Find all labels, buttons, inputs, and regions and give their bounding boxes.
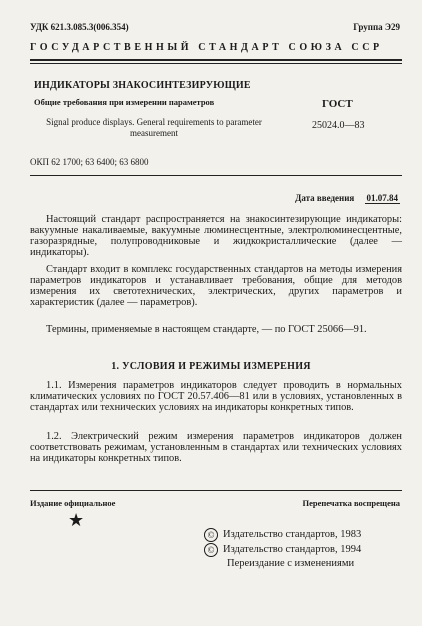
paragraph-complex (30, 264, 402, 308)
gost-label: ГОСТ (322, 98, 353, 110)
clause-1-1 (30, 380, 402, 413)
star-icon: ★ (68, 510, 85, 530)
paragraph-scope (30, 214, 402, 258)
copyright-text: Издательство стандартов, 1983 (223, 529, 362, 540)
footer-rule (30, 490, 402, 491)
copyright-icon: © (204, 543, 218, 557)
paragraph-terms (30, 324, 402, 335)
udk-code: УДК 621.3.085.3(006.354) (30, 22, 129, 32)
copyright-text: Издательство стандартов, 1994 (223, 544, 362, 555)
copyright-icon: © (204, 528, 218, 542)
copyright-line-1983 (204, 528, 361, 542)
header-rule-thin (30, 63, 402, 64)
copyright-line-1994 (204, 543, 361, 557)
reprint-prohibited-note: Перепечатка воспрещена (302, 498, 400, 508)
header-rule-thick (30, 59, 402, 61)
introduction-date (295, 193, 400, 203)
paragraph-text: Термины, применяемые в настоящем стандарте, — по ГОСТ 25066—91. (46, 324, 367, 335)
document-title-english: Signal produce displays. General requirements to parameter measurement (46, 117, 262, 138)
reissue-note: Переиздание с изменениями (227, 558, 355, 569)
introduction-date-label: Дата введения (295, 193, 355, 203)
official-edition-note: Издание официальное (30, 498, 116, 508)
document-subtitle: Общие требования при измерении параметров (34, 97, 215, 107)
state-standard-heading: ГОСУДАРСТВЕННЫЙ СТАНДАРТ СОЮЗА ССР (30, 42, 383, 53)
okp-codes: ОКП 62 1700; 63 6400; 63 6800 (30, 157, 149, 167)
paragraph-text: Настоящий стандарт распространяется на знакосинтезирующие индикаторы: вакуумные накаливаемые, вакуумные люминесцентные, электролюминесцентные, газоразрядные, полупроводниковые и жидкокристаллические (далее — индикаторы). (30, 214, 402, 258)
document-title: ИНДИКАТОРЫ ЗНАКОСИНТЕЗИРУЮЩИЕ (34, 80, 251, 91)
section-heading: 1. УСЛОВИЯ И РЕЖИМЫ ИЗМЕРЕНИЯ (111, 361, 311, 372)
clause-1-2 (30, 431, 402, 464)
title-rule (30, 175, 402, 176)
gost-number: 25024.0—83 (312, 120, 365, 131)
clause-text: 1.1. Измерения параметров индикаторов следует проводить в нормальных климатических условиях по ГОСТ 20.57.406—81 или в условиях, установленных в стандартах или технических условиях на индикаторы конкретных типов. (30, 380, 402, 413)
introduction-date-value: 01.07.84 (366, 193, 398, 203)
paragraph-text: Стандарт входит в комплекс государственных стандартов на методы измерения параметров индикаторов и устанавливает требования, общие для методов измерения их светотехнических, электрических, других параметров и характеристик (далее — параметров). (30, 264, 402, 308)
clause-text: 1.2. Электрический режим измерения параметров индикаторов должен соответствовать режимам, установленным в стандартах или технических условиях на индикаторы конкретных типов. (30, 431, 402, 464)
group-code: Группа Э29 (353, 22, 400, 32)
